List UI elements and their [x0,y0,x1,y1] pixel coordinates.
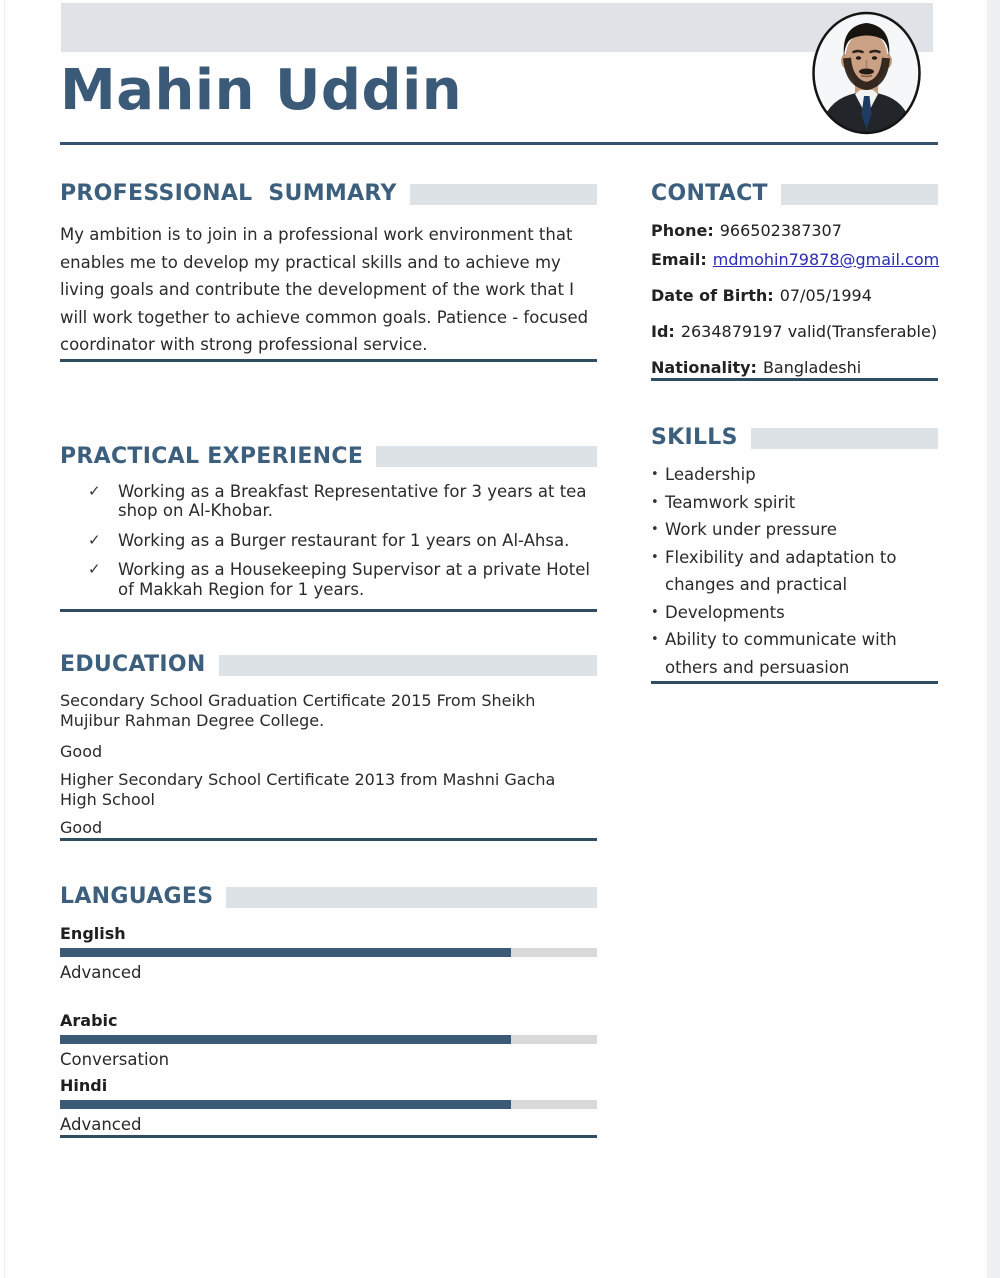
page-right-edge-shade [987,0,1000,1278]
section-divider-line [60,609,597,612]
section-title-block [410,184,597,205]
person-name: Mahin Uddin [60,58,463,123]
experience-item-text: Working as a Burger restaurant for 1 years on Al-Ahsa. [118,530,570,550]
contact-phone-row [651,221,938,241]
section-header-languages [60,886,597,908]
professional-summary-text: My ambition is to join in a professional work environment that enables me to develop my practical skills and to achieve my living goals and contribute the development of the work that I will work together to achieve common goals. Patience - focused coordinator with strong professional service. [60,225,589,354]
skill-item [651,599,938,627]
left-column [60,183,597,1138]
phone-value: 966502387307 [719,221,842,240]
skill-item [651,516,938,544]
language-name: Hindi [60,1076,108,1095]
checkmark-icon: ✓ [88,481,101,500]
phone-label: Phone: [651,221,714,240]
language-entry-hindi [60,1076,597,1135]
language-entry-arabic [60,1011,597,1070]
section-header-education [60,654,597,676]
language-entry-english [60,924,597,983]
section-header-contact [651,183,938,205]
language-name: English [60,924,126,943]
header-band [61,3,933,52]
language-level: Advanced [60,963,142,982]
dob-value: 07/05/1994 [779,286,872,305]
id-label: Id: [651,322,675,341]
skill-item [651,461,938,489]
contact-id-row [651,322,938,342]
checkmark-icon: ✓ [88,530,101,549]
skill-item [651,489,938,517]
nationality-value: Bangladeshi [762,358,862,377]
skills-list [651,461,938,681]
contact-dob-row [651,286,938,306]
section-title-block [376,446,597,467]
section-title-contact: CONTACT [651,181,768,206]
bullet-dot-icon: • [651,494,659,510]
education-line: Secondary School Graduation Certificate 2015 From Sheikh Mujibur Rahman Degree College. [60,691,536,730]
section-title-block [219,655,597,676]
experience-item-text: Working as a Housekeeping Supervisor at a private Hotel of Makkah Region for 1 years. [118,560,590,599]
section-title-block [226,887,597,908]
bullet-dot-icon: • [651,604,659,620]
section-title-education: EDUCATION [60,652,206,677]
experience-item [60,560,597,599]
section-title-block [781,184,938,205]
skill-item [651,544,938,599]
bullet-dot-icon: • [651,467,659,482]
experience-item [60,531,597,551]
header-divider-line [60,142,938,145]
section-title-practical-experience: PRACTICAL EXPERIENCE [60,443,364,469]
checkmark-icon: ✓ [88,560,101,578]
language-proficiency-bar [60,948,597,957]
experience-item-text: Working as a Breakfast Representative for 3 years at tea shop on Al-Khobar. [118,481,587,520]
section-divider-line [60,1135,597,1138]
language-proficiency-fill [60,1100,511,1109]
section-header-practical-experience [60,443,597,469]
skill-text: Work under pressure [665,520,837,539]
right-column [651,183,938,684]
email-label: Email: [651,250,707,269]
experience-list [60,482,597,600]
profile-photo [811,11,922,135]
section-divider-line [60,838,597,841]
bullet-dot-icon: • [651,522,659,537]
section-divider-line [651,378,938,381]
bullet-dot-icon: • [651,549,659,565]
section-title-professional-summary: PROFESSIONAL SUMMARY [60,181,397,206]
education-line: Higher Secondary School Certificate 2013 from Mashni Gacha High School [60,770,556,809]
email-link[interactable]: mdmohin79878@gmail.com [712,250,940,269]
id-value: 2634879197 valid(Transferable) [680,322,938,341]
skill-text: Flexibility and adaptation to changes and practical [665,547,897,594]
skill-text: Developments [665,602,785,622]
section-header-skills [651,427,938,449]
language-level: Advanced [60,1115,142,1134]
section-divider-line [651,681,938,684]
language-proficiency-bar [60,1035,597,1044]
page-left-edge-line [4,0,5,1278]
section-title-languages: LANGUAGES [60,884,214,909]
profile-photo-image [811,11,922,135]
skill-text: Teamwork spirit [665,492,796,512]
section-divider-line [60,359,597,362]
section-title-skills: SKILLS [651,425,738,450]
education-grade: Good [60,742,103,761]
language-proficiency-fill [60,1035,511,1044]
language-level: Conversation [60,1050,170,1069]
nationality-label: Nationality: [651,358,757,377]
language-name: Arabic [60,1011,118,1030]
language-proficiency-bar [60,1100,597,1109]
dob-label: Date of Birth: [651,286,774,305]
contact-email-row [651,250,938,270]
section-header-professional-summary [60,183,597,205]
skill-item [651,626,938,681]
education-grade: Good [60,818,103,837]
skill-text: Ability to communicate with others and persuasion [665,630,897,677]
bullet-dot-icon: • [651,632,659,647]
section-title-block [751,428,938,449]
contact-nationality-row [651,358,938,378]
experience-item [60,482,597,521]
language-proficiency-fill [60,948,511,957]
skill-text: Leadership [665,465,756,484]
